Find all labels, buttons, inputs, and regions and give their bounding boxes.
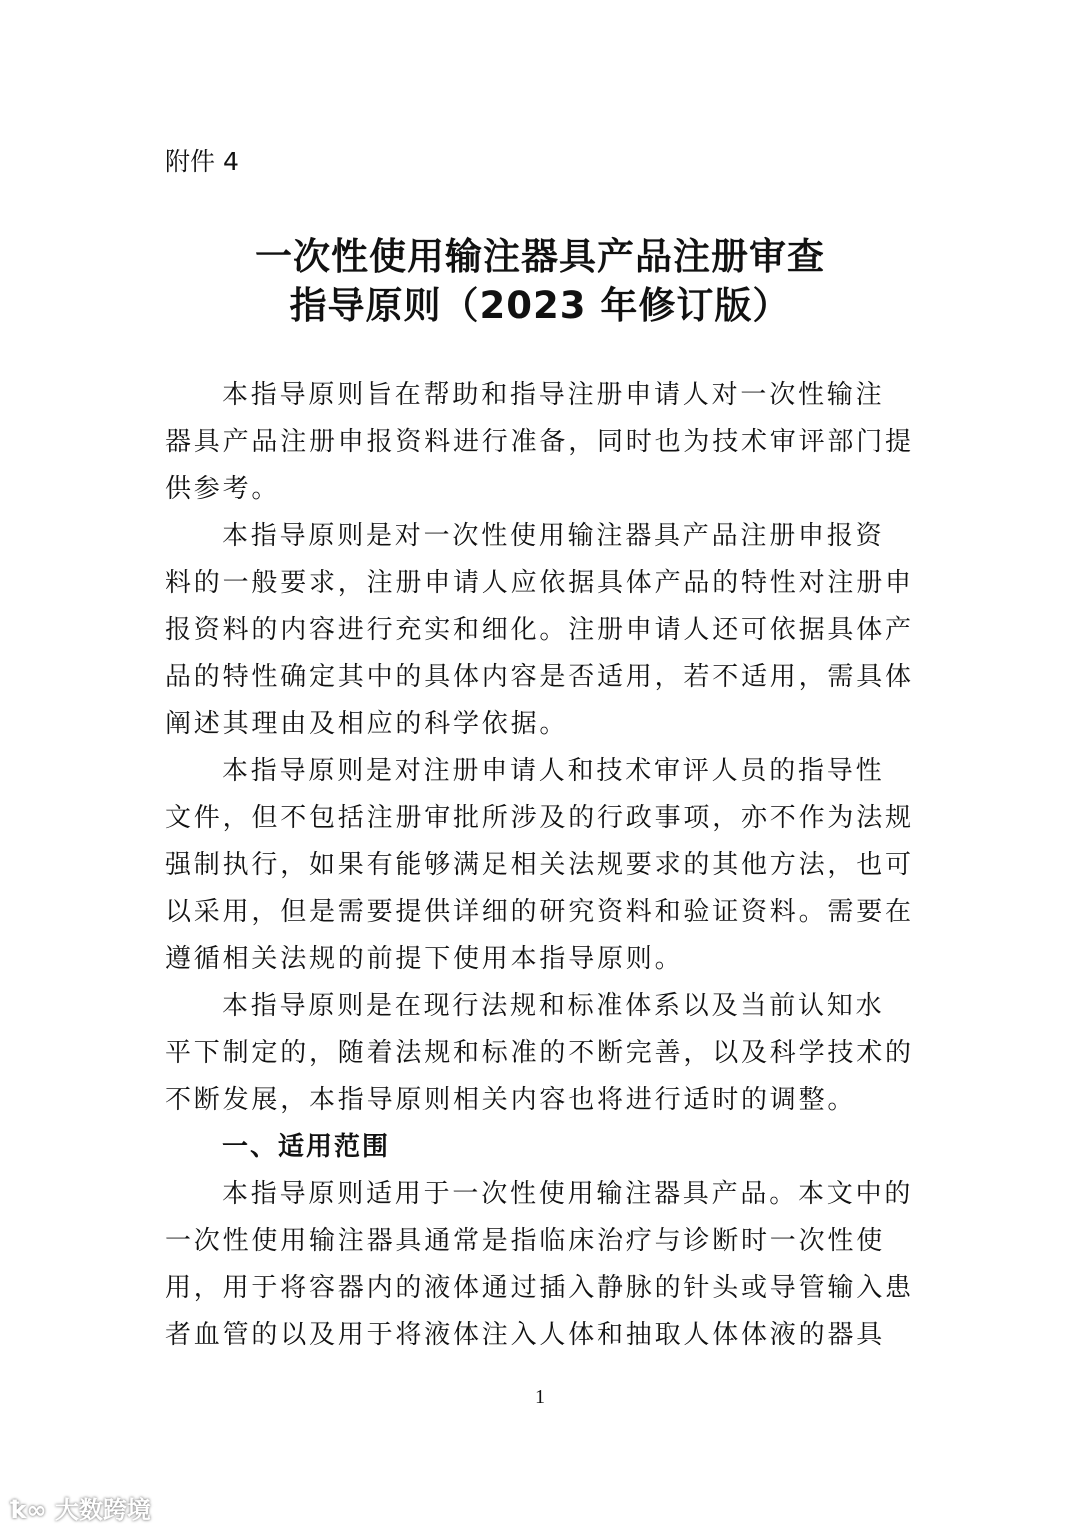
- document-body: [165, 372, 925, 1359]
- body-text-line: 阐述其理由及相应的科学依据。: [165, 709, 569, 739]
- body-text-line: 遵循相关法规的前提下使用本指导原则。: [165, 944, 684, 974]
- watermark-logo: ꝁ∞ 大数跨境: [10, 1496, 151, 1524]
- body-text-line: 不断发展，本指导原则相关内容也将进行适时的调整。: [165, 1085, 857, 1115]
- body-text-line: 者血管的以及用于将液体注入人体和抽取人体体液的器具: [165, 1320, 886, 1350]
- watermark-text: 大数跨境: [54, 1496, 151, 1524]
- body-text-line: 本指导原则是对注册申请人和技术审评人员的指导性: [222, 756, 885, 786]
- body-text-line: 本指导原则是对一次性使用输注器具产品注册申报资: [222, 521, 885, 551]
- body-text-line: 平下制定的，随着法规和标准的不断完善，以及科学技术的: [165, 1038, 914, 1068]
- body-text-line: 一次性使用输注器具通常是指临床治疗与诊断时一次性使: [165, 1226, 886, 1256]
- document-title-line-2: 指导原则（2023 年修订版）: [289, 284, 791, 327]
- page-number: 1: [535, 1386, 545, 1408]
- body-text-line: 文件，但不包括注册审批所涉及的行政事项，亦不作为法规: [165, 803, 914, 833]
- body-text-line: 本指导原则是在现行法规和标准体系以及当前认知水: [222, 991, 885, 1021]
- body-text-line: 以采用，但是需要提供详细的研究资料和验证资料。需要在: [165, 897, 914, 927]
- body-text-line: 本指导原则旨在帮助和指导注册申请人对一次性输注: [222, 380, 885, 410]
- body-text-line: 报资料的内容进行充实和细化。注册申请人还可依据具体产: [165, 615, 914, 645]
- section-heading: 一、适用范围: [222, 1132, 391, 1162]
- body-text-line: 器具产品注册申报资料进行准备，同时也为技术审评部门提: [165, 427, 914, 457]
- body-text-line: 强制执行，如果有能够满足相关法规要求的其他方法，也可: [165, 850, 914, 880]
- body-text-line: 料的一般要求，注册申请人应依据具体产品的特性对注册申: [165, 568, 914, 598]
- body-text-line: 品的特性确定其中的具体内容是否适用，若不适用，需具体: [165, 662, 914, 692]
- body-text-line: 本指导原则适用于一次性使用输注器具产品。本文中的: [222, 1179, 914, 1209]
- body-text-line: 供参考。: [165, 474, 281, 504]
- body-text-line: 用，用于将容器内的液体通过插入静脉的针头或导管输入患: [165, 1273, 914, 1303]
- document-title-line-1: 一次性使用输注器具产品注册审查: [255, 235, 825, 278]
- attachment-label: 附件 4: [165, 147, 239, 176]
